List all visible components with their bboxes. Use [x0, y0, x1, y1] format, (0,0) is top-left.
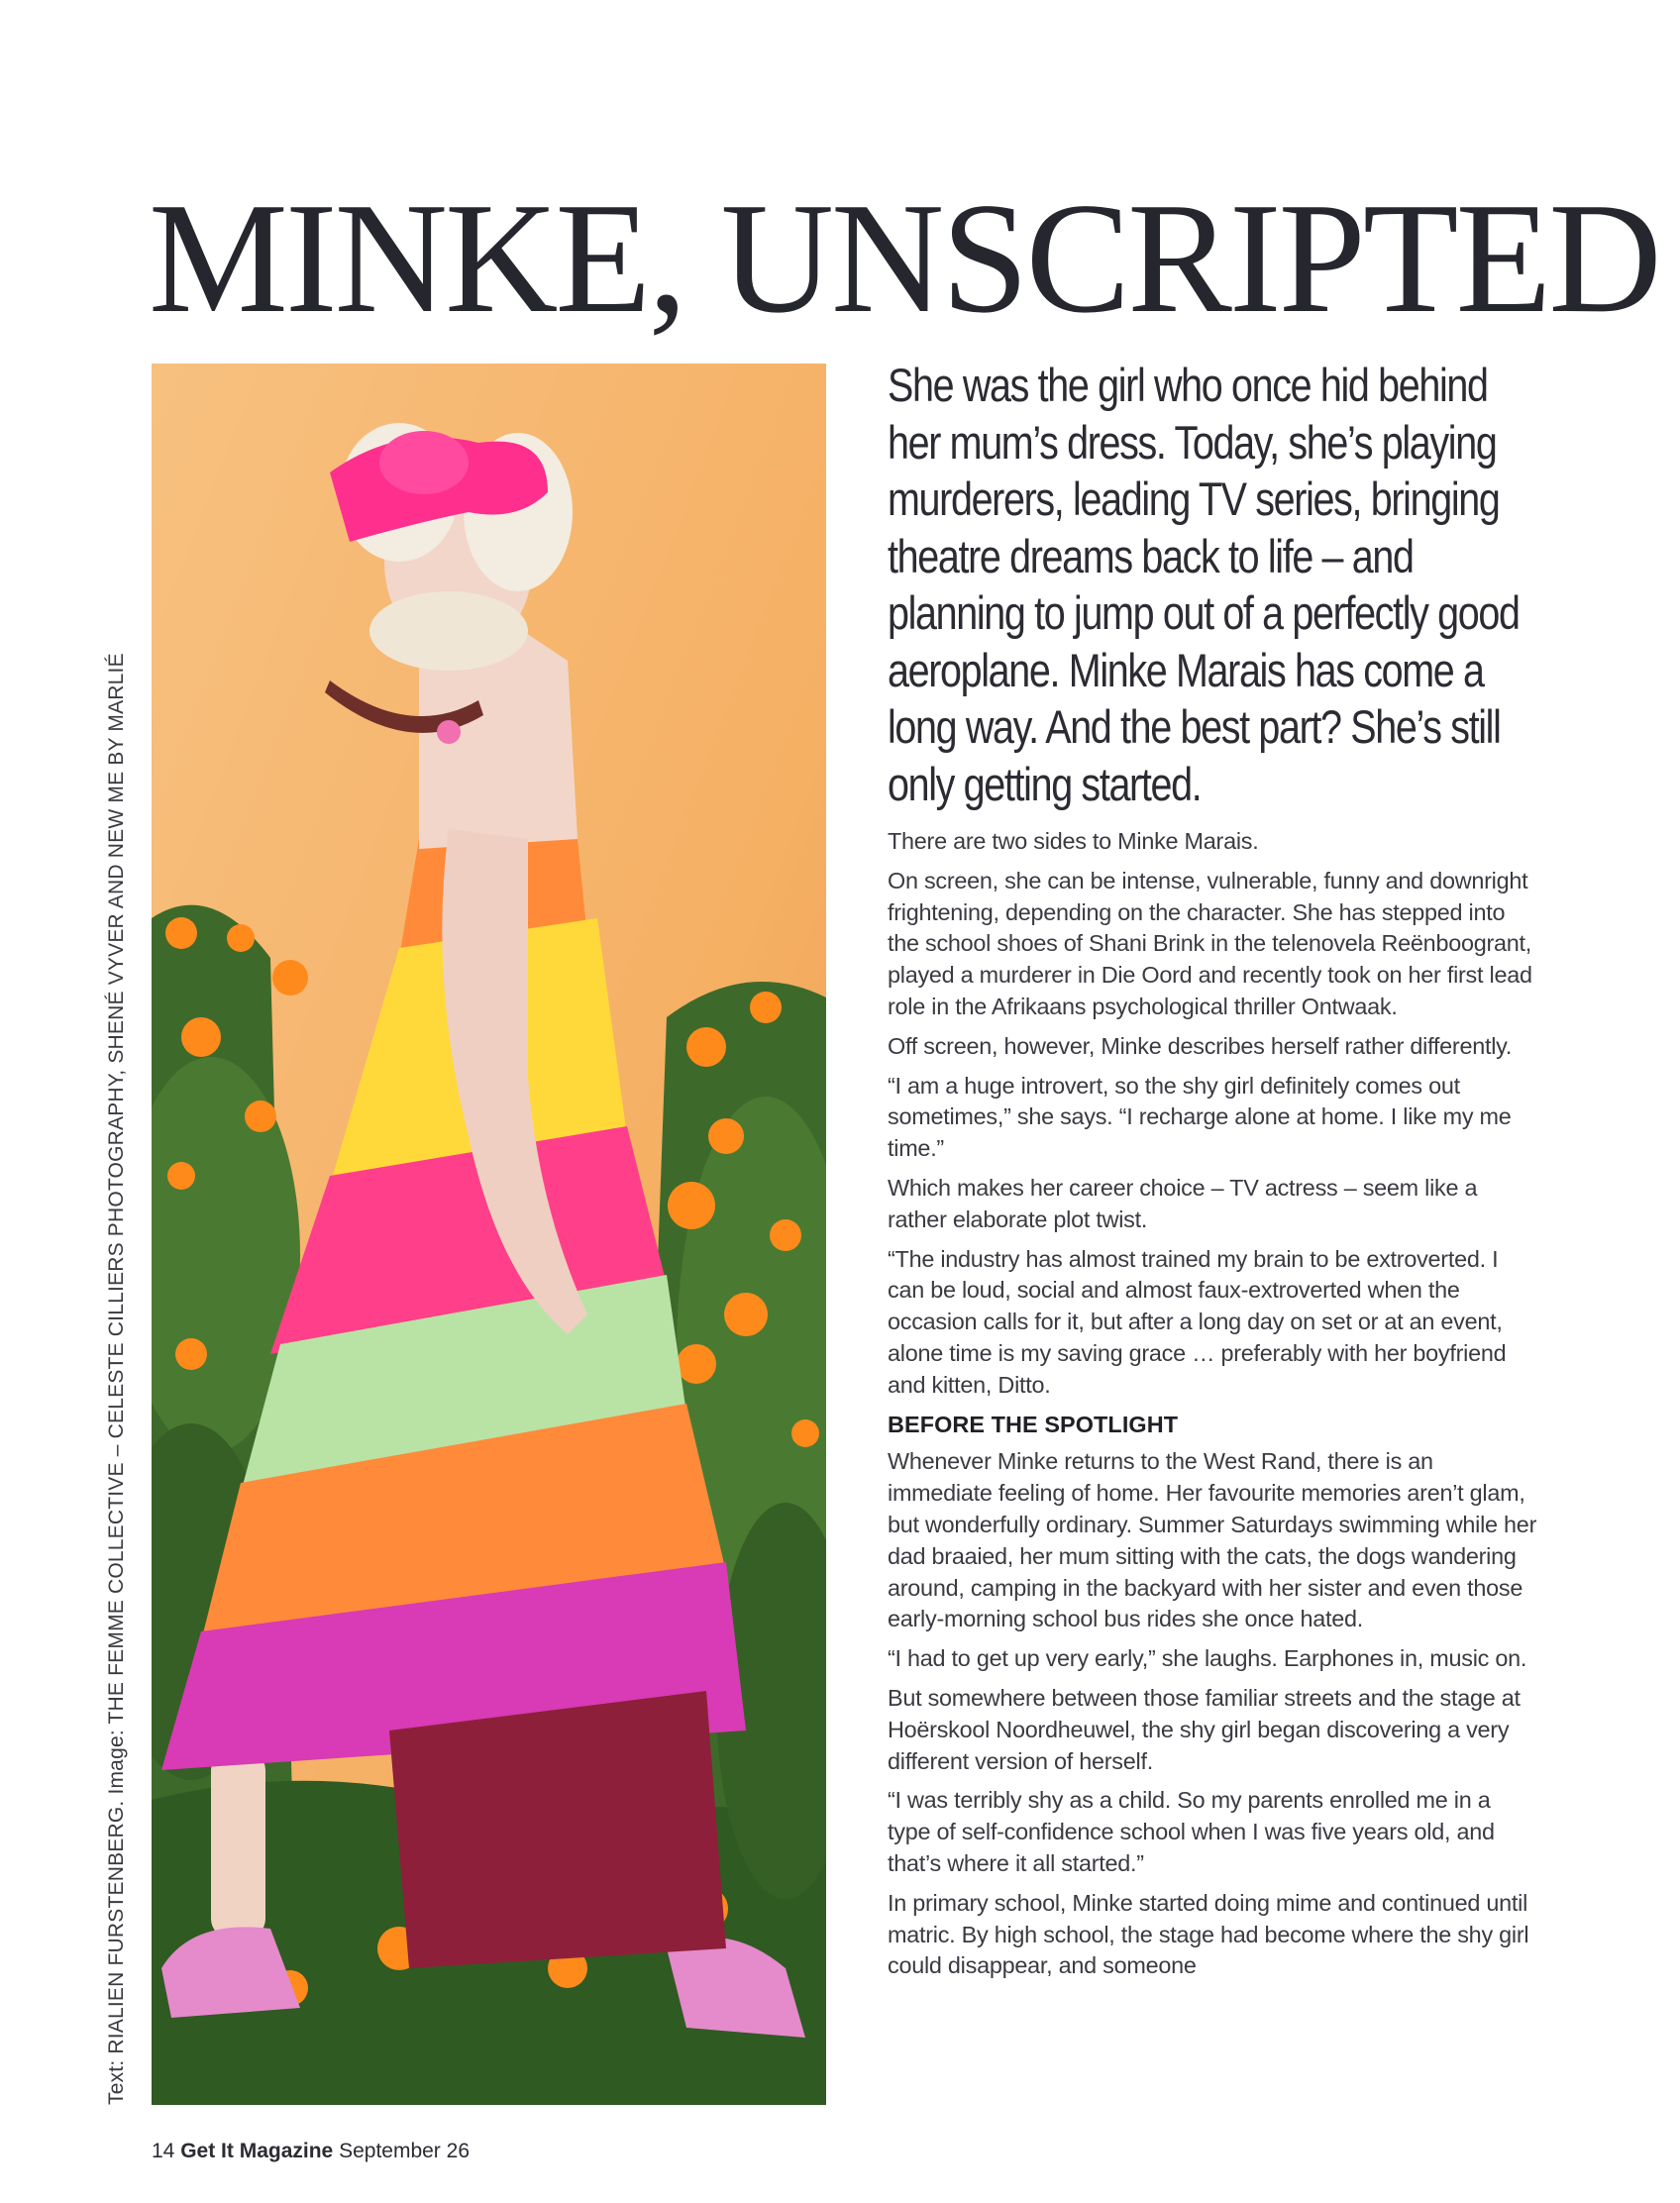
hero-photo	[152, 364, 826, 2105]
body-paragraph: Whenever Minke returns to the West Rand, there is an immediate feeling of home. Her favourite memories aren’t glam, but wonderfully ordinary. Summer Saturdays swimming while her dad braaied, her mum sitting with the cats, the dogs wandering around, camping in the backyard with her sister and even those early-morning school bus rides she once hated.	[888, 1448, 1537, 1632]
body-paragraph: “I had to get up very early,” she laughs. Earphones in, music on.	[888, 1645, 1527, 1672]
body-paragraph: “I am a huge introvert, so the shy girl definitely comes out sometimes,” she says. “I recharge alone at home. I like my me time.”	[888, 1072, 1512, 1162]
body-paragraph: But somewhere between those familiar streets and the stage at Hoërskool Noordheuwel, the shy girl began discovering a very different version of herself.	[888, 1684, 1521, 1774]
body-paragraph: In primary school, Minke started doing mime and continued until matric. By high school, the stage had become where the shy girl could disappear, and someone	[888, 1889, 1529, 1979]
subheading: BEFORE THE SPOTLIGHT	[888, 1411, 1179, 1437]
article-column	[888, 357, 1537, 1990]
photo-credit: Text: RIALIEN FURSTENBERG. Image: THE FEMME COLLECTIVE – CELESTE CILLIERS PHOTOGRAPHY, SHENÉ VYVER AND NEW ME BY MARLIÉ	[105, 653, 128, 2105]
magazine-name: Get It Magazine	[180, 2140, 334, 2162]
body-paragraph: There are two sides to Minke Marais.	[888, 828, 1259, 854]
page-number: 14	[152, 2140, 175, 2162]
body-paragraph: Which makes her career choice – TV actress – seem like a rather elaborate plot twist.	[888, 1174, 1478, 1232]
body-paragraph: “I was terribly shy as a child. So my parents enrolled me in a type of self-confidence school when I was five years old, and that’s where it all started.”	[888, 1787, 1495, 1876]
hero-photo-illustration	[152, 364, 826, 2105]
standfirst: She was the girl who once hid behind her mum’s dress. Today, she’s playing murderers, leading TV series, bringing theatre dreams back to life – and planning to jump out of a perfectly good aeroplane. Minke Marais has come a long way. And the best part? She’s still only getting started.	[888, 359, 1520, 810]
page-folio	[152, 2140, 470, 2163]
body-paragraph: Off screen, however, Minke describes herself rather differently.	[888, 1032, 1513, 1059]
article-body	[888, 826, 1537, 1982]
body-paragraph: “The industry has almost trained my brain to be extroverted. I can be loud, social and almost faux-extroverted when the occasion calls for it, but after a long day on set or at an event, alone time is my saving grace … preferably with her boyfriend and kitten, Ditto.	[888, 1245, 1507, 1398]
issue-date: September 26	[339, 2140, 470, 2162]
body-paragraph: On screen, she can be intense, vulnerable, funny and downright frightening, depending on the character. She has stepped into the school shoes of Shani Brink in the telenovela Reënboogrant, played a murderer in Die Oord and recently took on her first lead role in the Afrikaans psychological thriller Ontwaak.	[888, 867, 1532, 1019]
headline: MINKE, UNSCRIPTED	[149, 169, 1659, 346]
